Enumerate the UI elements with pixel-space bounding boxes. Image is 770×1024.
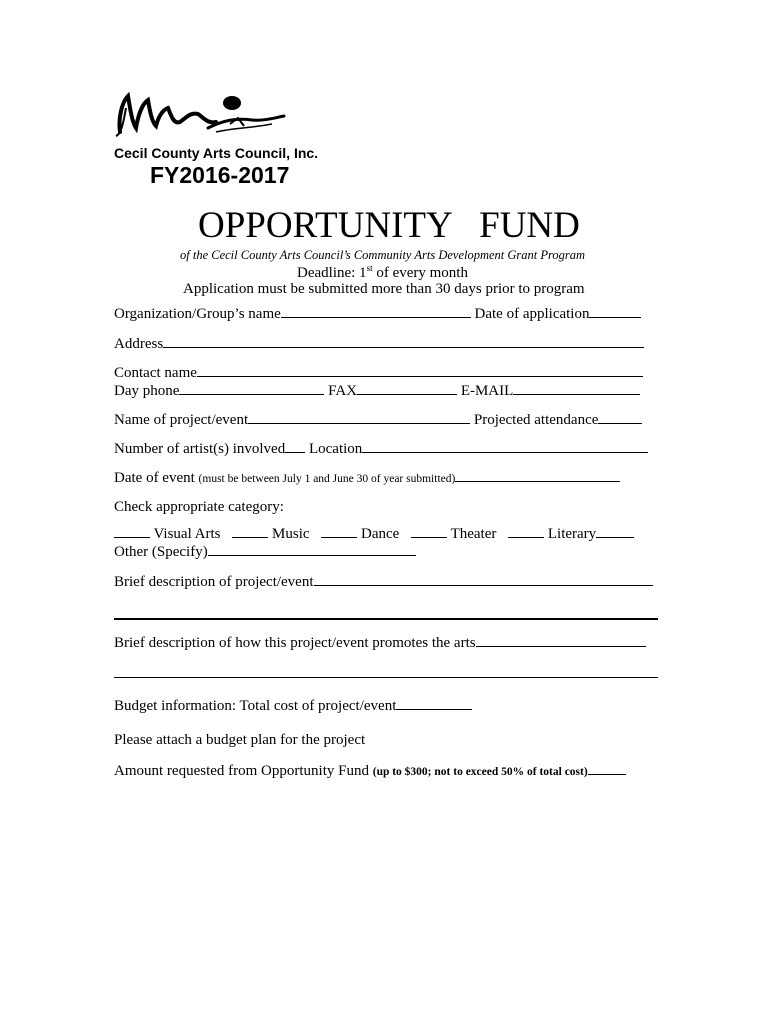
location-label: Location	[308, 441, 363, 457]
arts-council-logo	[112, 88, 292, 146]
page-title: OPPORTUNITY FUND	[198, 205, 580, 246]
contact-name-label: Contact name	[114, 365, 197, 381]
fax-field[interactable]	[357, 382, 457, 395]
location-field[interactable]	[362, 440, 648, 453]
category-row	[114, 525, 634, 543]
date-of-event-row	[114, 469, 620, 487]
address-label: Address	[114, 336, 164, 352]
literary-checkbox[interactable]	[508, 525, 544, 538]
org-row	[114, 305, 641, 323]
date-of-application-label: Date of application	[474, 306, 590, 322]
category-heading: Check appropriate category:	[114, 499, 284, 515]
promotes-arts-line[interactable]	[114, 677, 658, 678]
deadline-sup: st	[366, 263, 373, 273]
dance-label: Dance	[361, 526, 400, 542]
projected-attendance-field[interactable]	[598, 411, 642, 424]
theater-checkbox[interactable]	[411, 525, 447, 538]
theater-label: Theater	[450, 526, 497, 542]
deadline-prefix: Deadline: 1	[297, 265, 367, 281]
amount-requested-label: Amount requested from Opportunity Fund	[114, 763, 369, 779]
project-row	[114, 411, 642, 429]
projected-attendance-label: Projected attendance	[473, 412, 599, 428]
email-field[interactable]	[513, 382, 640, 395]
brief-project-field[interactable]	[314, 573, 653, 586]
deadline	[297, 263, 468, 282]
day-phone-label: Day phone	[114, 383, 180, 399]
address-row	[114, 335, 644, 353]
total-cost-label: Budget information: Total cost of project/event	[114, 698, 397, 714]
total-cost-field[interactable]	[396, 697, 472, 710]
amount-requested-row	[114, 762, 626, 780]
contact-name-row	[114, 364, 643, 382]
other-row	[114, 543, 416, 561]
other-label: Other (Specify)	[114, 544, 208, 560]
date-of-event-label: Date of event	[114, 470, 195, 486]
date-of-event-note: (must be between July 1 and June 30 of year submitted)	[198, 473, 456, 485]
promotes-arts-label: Brief description of how this project/event promotes the arts	[114, 635, 476, 651]
fiscal-year: FY2016-2017	[150, 162, 290, 188]
project-name-field[interactable]	[248, 411, 470, 424]
org-name-field[interactable]	[281, 305, 471, 318]
project-name-label: Name of project/event	[114, 412, 249, 428]
phone-row	[114, 382, 640, 400]
submission-notice: Application must be submitted more than 30 days prior to program	[183, 281, 585, 297]
brief-project-line[interactable]	[114, 618, 658, 620]
visual-arts-checkbox[interactable]	[114, 525, 150, 538]
org-name: Cecil County Arts Council, Inc.	[114, 145, 319, 161]
music-checkbox[interactable]	[232, 525, 268, 538]
date-of-event-field[interactable]	[455, 469, 620, 482]
email-label: E-MAIL	[460, 383, 514, 399]
amount-requested-note: (up to $300; not to exceed 50% of total cost)	[372, 766, 588, 778]
amount-requested-field[interactable]	[588, 762, 626, 775]
day-phone-field[interactable]	[179, 382, 324, 395]
dance-checkbox[interactable]	[321, 525, 357, 538]
contact-name-field[interactable]	[197, 364, 643, 377]
subtitle: of the Cecil County Arts Council’s Community Arts Development Grant Program	[180, 248, 586, 262]
attach-plan: Please attach a budget plan for the project	[114, 732, 366, 748]
other-field[interactable]	[208, 543, 416, 556]
artists-involved-label: Number of artist(s) involved	[114, 441, 286, 457]
brief-project-label: Brief description of project/event	[114, 574, 314, 590]
literary-label: Literary	[547, 526, 597, 542]
visual-arts-label: Visual Arts	[153, 526, 221, 542]
date-of-application-field[interactable]	[589, 305, 641, 318]
address-field[interactable]	[163, 335, 644, 348]
deadline-suffix: of every month	[372, 265, 468, 281]
total-cost-row	[114, 697, 472, 715]
artists-row	[114, 440, 648, 458]
literary-field[interactable]	[596, 525, 634, 538]
org-name-label: Organization/Group’s name	[114, 306, 281, 322]
brief-project-row	[114, 573, 653, 591]
fax-label: FAX	[328, 383, 358, 399]
promotes-arts-field[interactable]	[476, 634, 646, 647]
promotes-arts-row	[114, 634, 646, 652]
artists-involved-field[interactable]	[285, 440, 305, 453]
music-label: Music	[272, 526, 310, 542]
